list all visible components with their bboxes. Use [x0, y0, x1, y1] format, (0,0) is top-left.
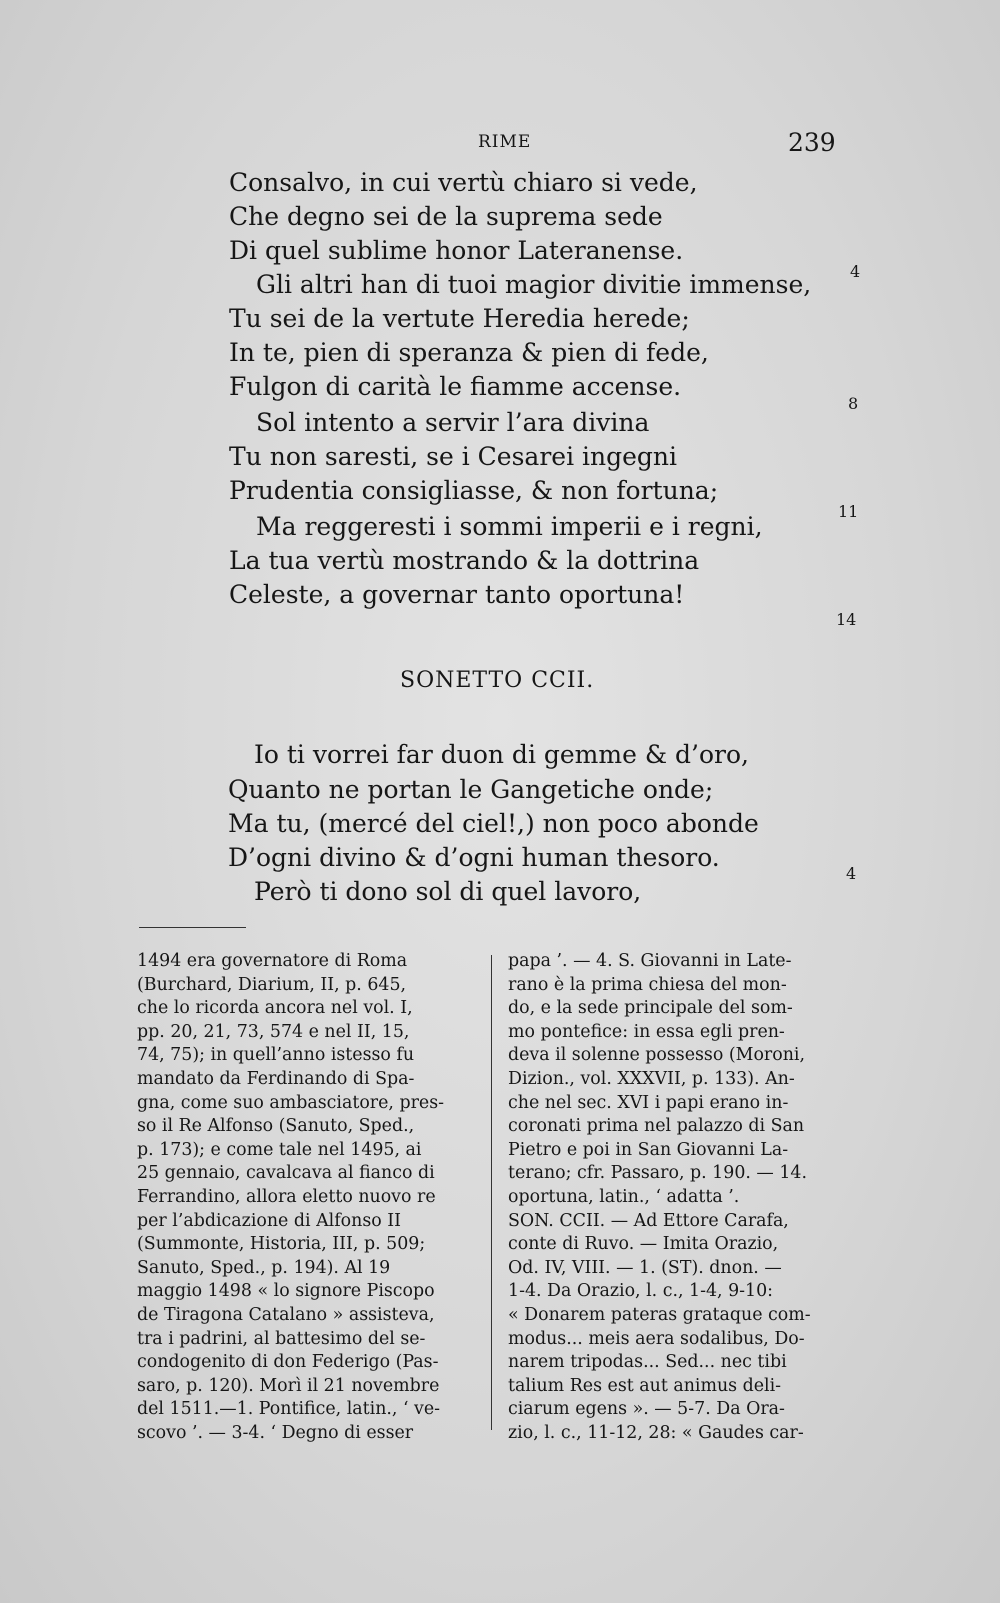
verse-line: Tu non saresti, se i Cesarei ingegni: [229, 442, 678, 471]
footnote-rule: [139, 927, 246, 928]
note-line: tra i padrini, al battesimo del se-: [137, 1328, 426, 1349]
verse-line: Celeste, a governar tanto oportuna!: [229, 580, 685, 609]
note-line: oportuna, latin., ‘ adatta ’.: [508, 1186, 740, 1207]
verse-line: Ma reggeresti i sommi imperii e i regni,: [256, 512, 763, 541]
note-line: 74, 75); in quell’anno istesso fu: [137, 1045, 415, 1066]
verse-line: La tua vertù mostrando & la dottrina: [229, 546, 700, 575]
footnotes-right-column: [508, 950, 858, 1445]
note-line: zio, l. c., 11-12, 28: « Gaudes car-: [508, 1422, 804, 1443]
note-line: coronati prima nel palazzo di San: [508, 1116, 805, 1137]
column-divider: [491, 955, 492, 1430]
note-line: Dizion., vol. XXXVII, p. 133). An-: [508, 1068, 795, 1089]
note-line: che nel sec. XVI i papi erano in-: [508, 1092, 789, 1113]
note-line: Ferrandino, allora eletto nuovo re: [137, 1186, 436, 1207]
note-line: Pietro e poi in San Giovanni La-: [508, 1139, 789, 1160]
note-line: 1494 era governatore di Roma: [137, 951, 408, 971]
note-line: deva il solenne possesso (Moroni,: [508, 1045, 805, 1066]
sonnet-2-title: SONETTO CCII.: [400, 668, 595, 693]
line-number: 11: [838, 502, 859, 521]
note-line: mo pontefice: in essa egli pren-: [508, 1021, 785, 1042]
line-number: 4: [850, 262, 861, 281]
verse-line: In te, pien di speranza & pien di fede,: [229, 338, 709, 367]
note-line: condogenito di don Federigo (Pas-: [137, 1352, 439, 1373]
line-number: 14: [836, 610, 857, 629]
note-line: (Burchard, Diarium, II, p. 645,: [137, 974, 407, 995]
note-line: « Donarem pateras grataque com-: [508, 1304, 811, 1325]
page-header: [0, 128, 1000, 168]
note-line: terano; cfr. Passaro, p. 190. — 14.: [508, 1163, 808, 1184]
note-line: narem tripodas... Sed... nec tibi: [508, 1352, 787, 1373]
note-line: mandato da Ferdinando di Spa-: [137, 1068, 415, 1089]
verse-line: Tu sei de la vertute Heredia herede;: [229, 304, 690, 333]
line-number: 4: [846, 864, 857, 883]
verse-line: Fulgon di carità le fiamme accense.: [229, 372, 682, 401]
note-line: che lo ricorda ancora nel vol. I,: [137, 998, 413, 1019]
note-line: (Summonte, Historia, III, p. 509;: [137, 1234, 426, 1255]
verse-line: Consalvo, in cui vertù chiaro si vede,: [229, 168, 698, 197]
verse-line: Gli altri han di tuoi magior divitie immense,: [256, 270, 812, 299]
note-line: del 1511.—1. Pontifice, latin., ‘ ve-: [137, 1399, 441, 1420]
verse-line: D’ogni divino & d’ogni human thesoro.: [228, 843, 720, 872]
verse-line: Quanto ne portan le Gangetiche onde;: [228, 775, 714, 804]
verse-line: Però ti dono sol di quel lavoro,: [254, 877, 642, 906]
verse-line: Ma tu, (mercé del ciel!,) non poco abonde: [228, 809, 759, 838]
note-line: do, e la sede principale del som-: [508, 998, 793, 1019]
note-line: per l’abdicazione di Alfonso II: [137, 1210, 401, 1231]
line-number: 8: [848, 394, 859, 413]
verse-line: Prudentia consigliasse, & non fortuna;: [229, 476, 719, 505]
note-line: so il Re Alfonso (Sanuto, Sped.,: [137, 1116, 415, 1137]
note-line: talium Res est aut animus deli-: [508, 1375, 782, 1396]
note-line: SON. CCII. — Ad Ettore Carafa,: [508, 1210, 789, 1231]
note-line: 1-4. Da Orazio, l. c., 1-4, 9-10:: [508, 1281, 774, 1302]
note-line: 25 gennaio, cavalcava al fianco di: [137, 1163, 435, 1184]
note-line: conte di Ruvo. — Imita Orazio,: [508, 1234, 779, 1255]
note-line: pp. 20, 21, 73, 574 e nel II, 15,: [137, 1021, 410, 1042]
page-number: 239: [788, 128, 836, 157]
note-line: saro, p. 120). Morì il 21 novembre: [137, 1375, 440, 1396]
note-line: gna, come suo ambasciatore, pres-: [137, 1092, 445, 1113]
note-line: de Tiragona Catalano » assisteva,: [137, 1304, 435, 1325]
verse-line: Io ti vorrei far duon di gemme & d’oro,: [254, 740, 749, 769]
note-line: Od. IV, VIII. — 1. (ST). dnon. —: [508, 1257, 782, 1278]
verse-line: Che degno sei de la suprema sede: [229, 202, 663, 231]
note-line: papa ’. — 4. S. Giovanni in Late-: [508, 951, 792, 971]
note-line: p. 173); e come tale nel 1495, ai: [137, 1139, 422, 1160]
note-line: rano è la prima chiesa del mon-: [508, 974, 787, 995]
note-line: scovo ’. — 3-4. ‘ Degno di esser: [137, 1422, 414, 1443]
note-line: maggio 1498 « lo signore Piscopo: [137, 1281, 435, 1302]
verse-line: Di quel sublime honor Lateranense.: [229, 236, 684, 265]
note-line: Sanuto, Sped., p. 194). Al 19: [137, 1257, 391, 1278]
note-line: modus... meis aera sodalibus, Do-: [508, 1328, 805, 1349]
running-title: RIME: [478, 132, 532, 152]
verse-line: Sol intento a servir l’ara divina: [256, 408, 650, 437]
footnotes-left-column: [137, 950, 483, 1445]
note-line: ciarum egens ». — 5-7. Da Ora-: [508, 1399, 785, 1420]
